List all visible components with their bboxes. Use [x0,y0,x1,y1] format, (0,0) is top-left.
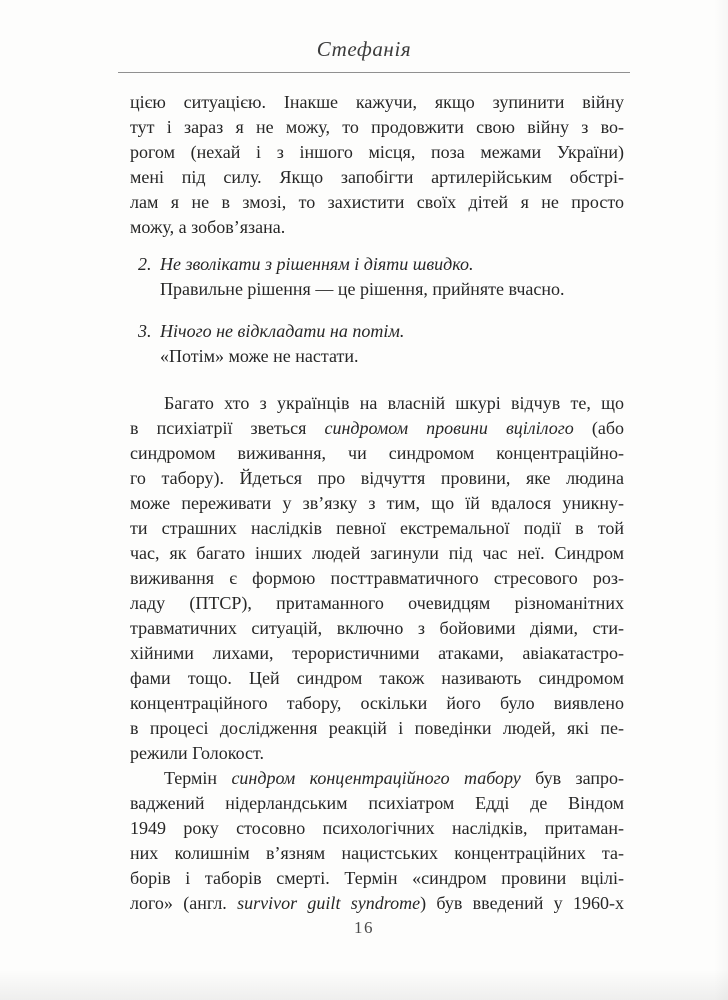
paragraph [130,90,624,240]
text-line [130,541,624,566]
text-line [130,841,624,866]
text-segment: режили Голокост. [130,743,265,763]
text-line [130,741,624,766]
text-line [130,691,624,716]
text-segment: ) був введений у 1960-х [420,893,624,913]
text-line [130,140,624,165]
list-item [130,319,624,369]
scan-bottom-shading [0,970,728,1000]
text-line [130,666,624,691]
header-rule [118,72,630,73]
text-segment: го табору). Йдеться про відчуття провини, яке людина [130,468,624,488]
text-line [130,466,624,491]
text-segment: ваджений нідерландським психіатром Едді де Віндом [130,793,624,813]
text-line [130,491,624,516]
text-segment: синдромом виживання, чи синдромом концентраційно- [130,443,624,463]
text-line [130,566,624,591]
text-line [130,441,624,466]
text-segment: час, як багато інших людей загинули під час неї. Синдром [130,543,624,563]
text-line [130,115,624,140]
paragraph [130,391,624,766]
italic-text-segment: Нічого не відкладати на потім. [160,321,405,341]
text-segment: лам я не в змозі, то захистити своїх дітей я не просто [130,192,624,212]
text-segment: них колишнім в’язням нацистських концентраційних та- [130,843,624,863]
text-segment: можу, а зобов’язана. [130,217,286,237]
text-line [130,416,624,441]
text-segment: ти страшних наслідків певної екстремальної події в той [130,518,624,538]
text-segment: ладу (ПТСР), притаманного очевидцям різноманітних [130,593,624,613]
paragraph [130,766,624,916]
text-line [160,344,624,369]
running-header: Стефанія [316,37,412,61]
text-segment: був запро- [520,768,624,788]
text-segment: травматичних ситуацій, включно з бойовими діями, сти- [130,618,624,638]
text-segment: хійними лихами, терористичними атаками, авіакатастро- [130,643,624,663]
scan-edge-shading [714,0,728,1000]
text-segment: цією ситуацією. Інакше кажучи, якщо зупинити війну [130,92,624,112]
text-line [130,616,624,641]
list-item-number: 3. [138,321,152,341]
text-segment: Багато хто з українців на власній шкурі відчув те, що [164,393,624,413]
text-line [130,866,624,891]
text-line [130,791,624,816]
text-segment: 1949 року стосовно психологічних наслідків, притаман- [130,818,624,838]
text-segment: в психіатрії зветься [130,418,325,438]
text-segment: концентраційного табору, оскільки його було виявлено [130,693,624,713]
text-segment: (або [573,418,624,438]
text-line [130,891,624,916]
text-segment: «Потім» може не настати. [160,346,359,366]
text-segment: в процесі дослідження реакцій і поведінки людей, які пе- [130,718,624,738]
text-segment: виживання є формою посттравматичного стресового роз- [130,568,624,588]
text-line [130,215,624,240]
italic-text-segment: survivor guilt syndrome [237,893,421,913]
text-line [130,90,624,115]
text-line [130,816,624,841]
text-line [130,641,624,666]
list-item-number: 2. [138,254,152,274]
text-segment: рогом (нехай і з іншого місця, поза межами України) [130,142,624,162]
text-line [160,277,624,302]
text-line [160,252,624,277]
text-segment: борів і таборів смерті. Термін «синдром провини вцілі- [130,868,624,888]
text-segment: фами тощо. Цей синдром також називають синдромом [130,668,624,688]
text-line [160,319,624,344]
text-segment: може переживати у зв’язку з тим, що їй вдалося уникну- [130,493,624,513]
text-segment: мені під силу. Якщо запобігти артилерійським обстрі- [130,167,624,187]
text-segment: лого» (англ. [130,893,238,913]
text-segment: тут і зараз я не можу, то продовжити свою війну з во- [130,117,624,137]
text-line [130,190,624,215]
text-segment: Термін [164,768,232,788]
text-line [130,591,624,616]
text-line [130,766,624,791]
italic-text-segment: синдром концентраційного табору [231,768,521,788]
text-line [130,165,624,190]
italic-text-segment: Не зволікати з рішенням і діяти швидко. [160,254,474,274]
text-block [130,90,624,916]
page-number: 16 [354,918,374,937]
text-segment: Правильне рішення — це рішення, прийняте вчасно. [160,279,565,299]
list-item [130,252,624,302]
text-line [130,716,624,741]
text-line [130,516,624,541]
list-item-lines [160,252,624,302]
list-item-lines [160,319,624,369]
text-line [130,391,624,416]
italic-text-segment: синдромом провини вцілілого [324,418,574,438]
